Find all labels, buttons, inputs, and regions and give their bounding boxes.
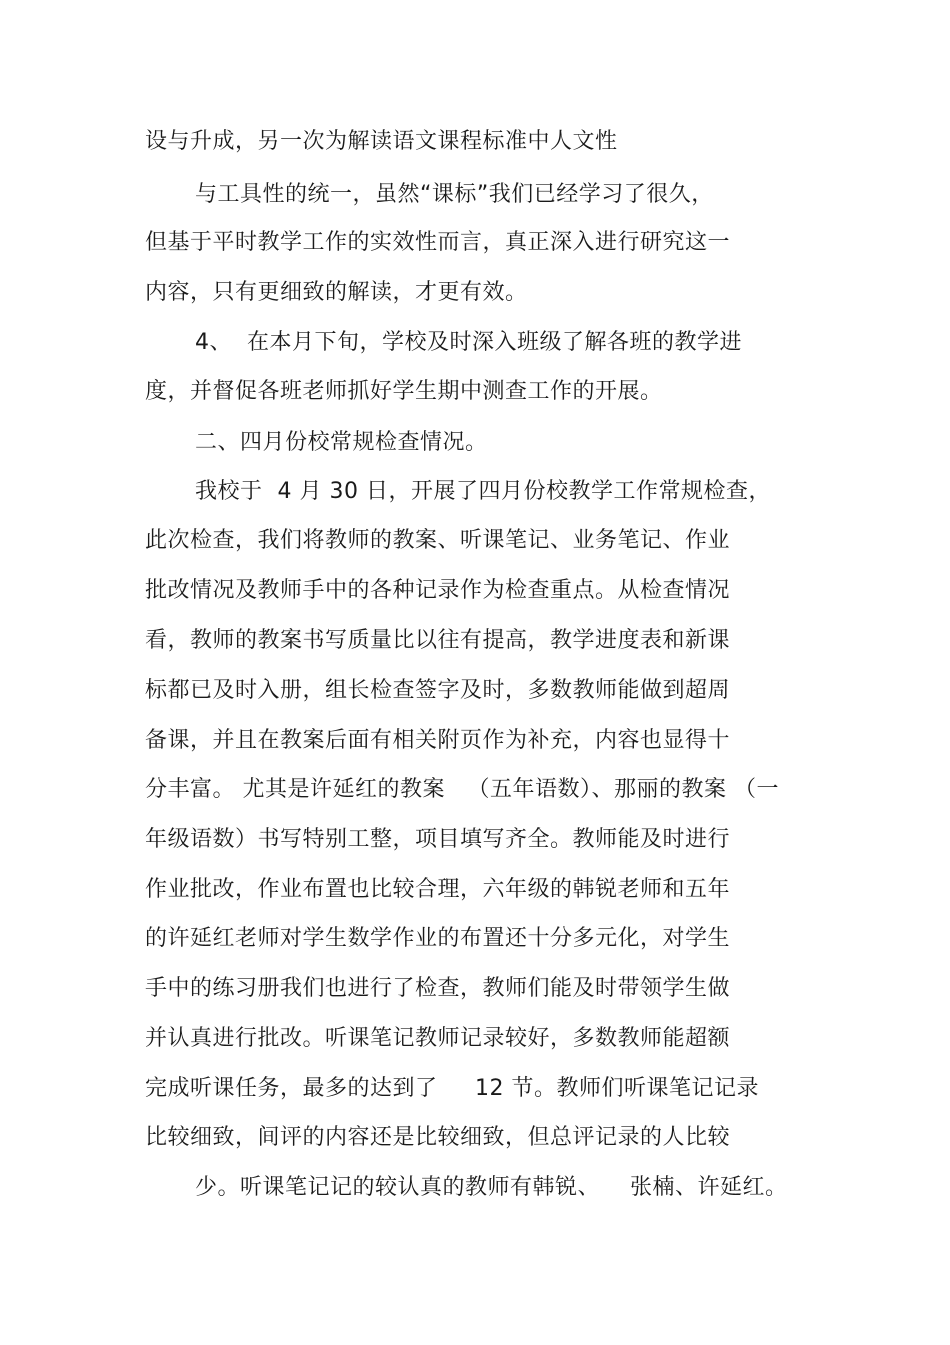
text-line: 内容，只有更细致的解读，才更有效。 (145, 280, 528, 305)
text-line: 年级语数）书写特别工整，项目填写齐全。教师能及时进行 (145, 827, 731, 852)
text-line: 作业批改，作业布置也比较合理，六年级的韩锐老师和五年 (145, 877, 731, 902)
text-line: 批改情况及教师手中的各种记录作为检查重点。从检查情况 (145, 578, 731, 603)
text-line: 看，教师的教案书写质量比以往有提高，教学进度表和新课 (145, 628, 731, 653)
text-line: 度，并督促各班老师抓好学生期中测查工作的开展。 (145, 379, 663, 404)
text-line: 备课，并且在教案后面有相关附页作为补充，内容也显得十 (145, 728, 731, 753)
text-line: 标都已及时入册，组长检查签字及时，多数教师能做到超周 (145, 678, 731, 703)
text-line: 此次检查，我们将教师的教案、听课笔记、业务笔记、作业 (145, 528, 731, 553)
text-line: 的许延红老师对学生数学作业的布置还十分多元化，对学生 (145, 926, 731, 951)
text-line: 4、 在本月下旬，学校及时深入班级了解各班的教学进 (195, 330, 742, 355)
text-line: 手中的练习册我们也进行了检查，教师们能及时带领学生做 (145, 976, 731, 1001)
text-line: 我校于 4 月 30 日，开展了四月份校教学工作常规检查， (195, 479, 771, 504)
text-line: 与工具性的统一，虽然“课标”我们已经学习了很久， (195, 182, 714, 207)
text-line: 少。听课笔记记的较认真的教师有韩锐、 张楠、许延红。 (195, 1175, 788, 1200)
text-line: 但基于平时教学工作的实效性而言，真正深入进行研究这一 (145, 230, 731, 255)
text-line: 分丰富。 尤其是许延红的教案 （五年语数）、那丽的教案 （一 (145, 777, 779, 802)
text-line: 并认真进行批改。听课笔记教师记录较好，多数教师能超额 (145, 1026, 731, 1051)
section-heading: 二、四月份校常规检查情况。 (195, 430, 488, 455)
text-line: 比较细致，间评的内容还是比较细致，但总评记录的人比较 (145, 1125, 731, 1150)
text-line: 完成听课任务，最多的达到了 12 节。教师们听课笔记记录 (145, 1076, 759, 1101)
text-line: 设与升成，另一次为解读语文课程标准中人文性 (145, 129, 618, 154)
